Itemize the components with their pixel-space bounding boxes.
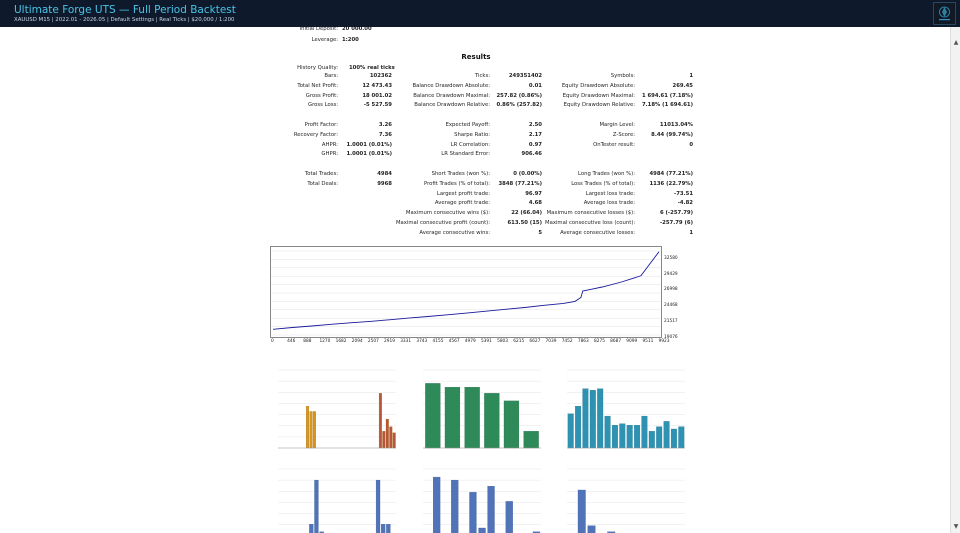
col2-label: Balance Drawdown Maximal: [413, 92, 490, 99]
x-tick-label: 1270 [319, 339, 331, 344]
histogram-bar [425, 383, 440, 448]
x-tick-label: 2919 [384, 339, 395, 344]
histogram-bar [627, 425, 633, 448]
histogram-chart [278, 467, 396, 533]
col3-value: -257.79 (6) [659, 220, 693, 226]
col1-value: 1.0001 (0.01%) [346, 141, 392, 148]
x-tick-label: 8687 [610, 339, 622, 344]
col3-value: 11013.04% [659, 122, 693, 128]
report-content [0, 27, 950, 533]
col2-label: Maximum consecutive wins ($): [405, 210, 490, 217]
col2-value: 257.82 (0.86%) [496, 92, 542, 99]
col3-value: 6 (-257.79) [659, 210, 693, 217]
col1-value: 4984 [377, 171, 392, 177]
histogram-bar [470, 492, 477, 533]
col1-value: 1.0001 (0.01%) [346, 151, 392, 158]
col1-label: Gross Loss: [307, 102, 338, 109]
histogram-bar [664, 421, 670, 448]
col1-value: 3.26 [378, 122, 392, 128]
col2-value: 96.97 [525, 190, 542, 197]
col2-value: 3848 (77.21%) [498, 180, 542, 187]
histogram-bar [588, 526, 596, 533]
x-tick-label: 9511 [642, 339, 654, 344]
y-tick-label: 26998 [664, 287, 678, 293]
col3-value: 1 694.61 (7.18%) [641, 92, 693, 99]
results-title: Results [461, 53, 491, 61]
x-tick-label: 9923 [658, 339, 670, 344]
col3-label: Average consecutive losses: [560, 229, 635, 236]
col3-label: Z-Score: [612, 131, 635, 138]
col3-value: 1 [689, 73, 693, 79]
histogram-bar [386, 524, 390, 533]
col2-value: 0.97 [528, 141, 542, 148]
col3-value: 1136 (22.79%) [649, 180, 693, 187]
x-tick-label: 3331 [400, 339, 412, 344]
col3-value: -73.51 [674, 190, 693, 197]
col2-value: 249351402 [508, 73, 542, 79]
x-tick-label: 7452 [561, 339, 573, 344]
col2-value: 0 (0.00%) [513, 171, 542, 177]
histogram-bar [381, 524, 385, 533]
col1-value: 18 001.02 [362, 92, 392, 99]
col2-value: 22 (66.04) [511, 210, 542, 217]
x-tick-label: 9099 [626, 339, 638, 344]
histogram-chart [567, 368, 685, 450]
col1-label: Bars: [324, 73, 338, 79]
setting-label: Leverage: [311, 37, 338, 43]
histogram-bar [390, 427, 393, 448]
x-tick-label: 3743 [416, 339, 428, 344]
x-tick-label: 6627 [529, 339, 541, 344]
histogram-bar [679, 427, 685, 448]
history-quality-label: History Quality: [297, 65, 338, 71]
col2-label: Largest profit trade: [436, 190, 490, 197]
x-tick-label: 4567 [448, 339, 460, 344]
balance-chart [270, 246, 662, 338]
col3-value: 0 [689, 141, 693, 148]
col1-value: 7.36 [378, 131, 392, 138]
histogram-chart [423, 368, 541, 450]
history-quality-value: 100% real ticks [349, 65, 395, 71]
col3-label: Maximum consecutive losses ($): [546, 210, 635, 217]
col1-value: -5 527.59 [363, 102, 392, 109]
col3-value: 7.18% (1 694.61) [641, 102, 693, 109]
histogram-bar [393, 433, 396, 448]
histogram-bar [583, 389, 589, 448]
histogram-bar [313, 412, 316, 449]
setting-label: Initial Deposit: [299, 27, 338, 32]
histogram-bar [671, 429, 677, 448]
histogram-bar [642, 416, 648, 448]
vertical-scrollbar[interactable] [950, 27, 960, 533]
histogram-bar [309, 524, 313, 533]
col2-value: 613.50 (15) [507, 220, 542, 226]
col3-label: Equity Drawdown Maximal: [562, 92, 635, 99]
col3-label: Loss Trades (% of total): [571, 180, 635, 187]
x-tick-label: 446 [287, 339, 296, 344]
col2-label: LR Standard Error: [441, 151, 490, 158]
col3-label: Average loss trade: [583, 200, 635, 207]
histogram-bar [612, 425, 618, 448]
x-tick-label: 0 [271, 339, 274, 344]
x-tick-label: 888 [303, 339, 312, 344]
col2-label: Balance Drawdown Relative: [414, 102, 490, 109]
col2-value: 2.50 [528, 122, 542, 128]
col3-label: OnTester result: [593, 141, 635, 148]
histogram-bar [620, 424, 626, 448]
col2-value: 5 [538, 229, 542, 236]
histogram-bar [568, 414, 574, 448]
histogram-chart [567, 467, 685, 533]
histogram-bar [506, 501, 513, 533]
col2-label: Balance Drawdown Absolute: [412, 82, 490, 89]
histogram-bar [383, 431, 386, 448]
col2-value: 4.68 [528, 200, 542, 207]
x-tick-label: 6215 [513, 339, 525, 344]
report-title: Ultimate Forge UTS — Full Period Backtest [14, 4, 236, 16]
balance-line [273, 252, 659, 330]
histogram-bar [590, 390, 596, 448]
histogram-bar [578, 490, 586, 533]
col3-label: Margin Level: [599, 122, 635, 128]
x-tick-label: 5391 [480, 339, 492, 344]
col2-label: Average consecutive wins: [419, 229, 490, 236]
col3-label: Largest loss trade: [585, 190, 635, 197]
histogram-bar [504, 401, 519, 448]
y-tick-label: 19076 [664, 334, 678, 340]
col1-value: 12 473.43 [362, 82, 392, 89]
x-tick-label: 7863 [577, 339, 589, 344]
col1-label: GHPR: [321, 151, 338, 158]
col3-value: 269.45 [672, 82, 693, 89]
histogram-bar [575, 406, 581, 448]
col2-label: Maximal consecutive profit (count): [395, 220, 490, 226]
col1-label: Profit Factor: [304, 122, 338, 128]
report-subtitle: XAUUSD M15 | 2022.01 - 2026.05 | Default Settings | Real Ticks | $20,000 / 1:200 [14, 17, 235, 23]
histogram-bar [376, 480, 380, 533]
histogram-bar [484, 393, 499, 448]
x-tick-label: 4979 [464, 339, 476, 344]
col2-value: 906.46 [521, 151, 542, 158]
col1-value: 9968 [377, 180, 392, 187]
histogram-bar [524, 431, 539, 448]
scroll-down-arrow[interactable]: ▼ [953, 523, 959, 530]
col3-value: 4984 (77.21%) [649, 171, 693, 177]
col2-label: Sharpe Ratio: [454, 131, 490, 138]
y-tick-label: 32580 [664, 256, 678, 261]
setting-value: 20 000.00 [342, 27, 372, 32]
col3-label: Maximal consecutive loss (count): [545, 220, 636, 226]
col2-label: Average profit trade: [434, 200, 490, 207]
brand-logo [933, 2, 956, 25]
col3-value: -4.82 [677, 200, 693, 207]
col3-label: Equity Drawdown Absolute: [561, 82, 635, 89]
col2-label: Short Trades (won %): [431, 171, 490, 177]
histogram-bar [465, 387, 480, 448]
x-tick-label: 2507 [367, 339, 379, 344]
col2-value: 0.86% (257.82) [496, 102, 542, 109]
y-tick-label: 24468 [664, 303, 678, 309]
histogram-bar [315, 480, 319, 533]
histogram-bar [634, 425, 640, 448]
histogram-bar [649, 431, 655, 448]
histogram-chart [278, 368, 396, 450]
col3-label: Symbols: [610, 73, 635, 79]
col3-label: Equity Drawdown Relative: [563, 102, 635, 109]
app-header [0, 0, 960, 27]
col1-label: Total Deals: [307, 180, 338, 187]
col1-label: Gross Profit: [305, 92, 338, 99]
col2-value: 0.01 [528, 82, 542, 89]
x-tick-label: 8275 [594, 339, 605, 344]
col1-value: 102362 [369, 73, 392, 79]
scroll-up-arrow[interactable]: ▲ [953, 39, 959, 46]
x-tick-label: 1682 [335, 339, 347, 344]
x-tick-label: 4155 [432, 339, 444, 344]
setting-value: 1:200 [342, 37, 359, 43]
col2-label: LR Correlation: [450, 141, 490, 148]
histogram-bar [433, 477, 440, 533]
histogram-bar [479, 528, 486, 533]
col1-label: Total Trades: [304, 171, 338, 177]
histogram-bar [310, 412, 313, 449]
col2-label: Expected Payoff: [445, 122, 490, 128]
y-tick-label: 21517 [664, 318, 678, 324]
histogram-bar [445, 387, 460, 448]
col1-label: Recovery Factor: [293, 131, 338, 138]
histogram-bar [488, 486, 495, 533]
col1-label: Total Net Profit: [297, 82, 338, 89]
x-tick-label: 7039 [545, 339, 557, 344]
col2-label: Profit Trades (% of total): [424, 180, 490, 187]
histogram-bar [306, 406, 309, 448]
col3-label: Long Trades (won %): [577, 171, 635, 177]
histogram-bar [656, 427, 662, 448]
x-tick-label: 5803 [497, 339, 509, 344]
histogram-bar [597, 389, 603, 448]
histogram-bar [379, 393, 382, 448]
col3-value: 1 [689, 229, 693, 236]
histogram-bar [386, 419, 389, 448]
col1-label: AHPR: [321, 141, 338, 148]
x-tick-label: 2094 [351, 339, 363, 344]
col2-label: Ticks: [474, 73, 490, 79]
y-tick-label: 29429 [664, 271, 678, 277]
col3-value: 8.44 (99.74%) [651, 131, 693, 138]
histogram-bar [451, 480, 458, 533]
col2-value: 2.17 [528, 131, 542, 138]
histogram-bar [605, 416, 611, 448]
histogram-chart [423, 467, 541, 533]
